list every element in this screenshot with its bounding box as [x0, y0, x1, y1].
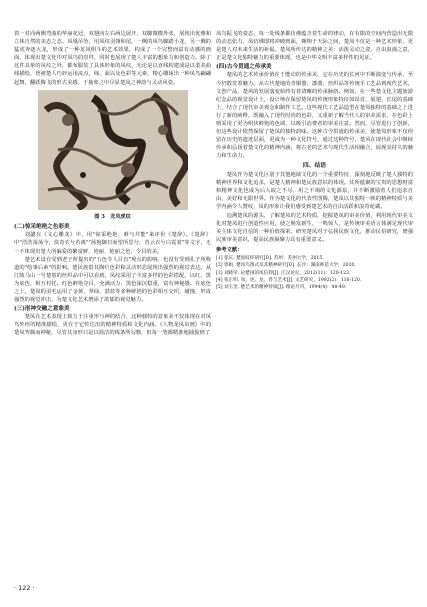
reference-item: [2] 郭娟. 楚风鸟图式及其精神研究[D]. 长沙：湖南师范大学，2020. — [216, 263, 356, 269]
reference-item: [3] 刘晓荣. 论楚国的凤信仰[J]. 江汉论坛，2012(11)：120-123. — [216, 270, 351, 276]
references — [216, 247, 413, 291]
reference-item: [5] 刘玉堂. 楚艺术的精神特质[J]. 理论月刊，1994(4)：48-49. — [216, 284, 347, 290]
figure — [14, 90, 211, 221]
references-title: 参考文献： — [216, 246, 243, 253]
page-number: · 122 · — [14, 584, 35, 592]
section-heading: (四)古今贯通之传承美 — [216, 63, 272, 70]
right-column — [216, 30, 413, 291]
left-column — [14, 30, 211, 338]
paragraph: 凤鸟振飞的姿态，每一处线条都仿佛蕴含着生命的律动，在有限的空间内营造出无限的动态张力，凤仿佛即将冲破画面，翱翔于天际之间。楚凤不仅是一种艺术形象，更是楚人对未来生活的祈福。楚凤所传达的精神之美：活泼灵动之姿，自由浪漫之意，正是楚文化独特魅力的重要体现，也是中华文明丰富多样性的见证。 — [216, 31, 413, 62]
paragraph: 楚凤在艺术表现上致力于注重形与神的结合，这种独特的意象美不仅体现在对凤鸟外形的精准描绘，更在于它传达出的精神特质和文化内涵。《人物龙凤帛画》中的楚凤驾腾而神秘，尽管其身形只是以简洁的线条所勾勒，但每一笔都精准地捕捉到了 — [14, 314, 211, 337]
section-heading: (三)形神交融之意象美 — [14, 305, 70, 312]
reference-item: [1] 张庆. 楚国纹样研究[D]. 苏州：苏州大学，2015. — [216, 256, 324, 262]
paragraph: 刘勰在《文心雕龙》中，用"惊采绝艳，难与并能"来评价《楚辞》。《楚辞》中"浩浩荡荡今，佚奇衣兮若离""扬袍御日而望所思兮，青云衣兮白霓裳"等文字，无一不体现出楚人所偏爱的繁富鲜、艳丽、艳丽之色，令目的美。 — [14, 232, 211, 255]
section-heading: 四、结语 — [302, 162, 327, 169]
paragraph: 着一对向两侧弯曲的华丽花冠，双翅向左右两边展开，双脚微微外张，展现出优雅和立体自然的美态之态。凤凰吊坠，用凤纹羽翎和尾，一侧的凤鸟脚踏小龙，另一侧的猛虎奔逐大龙，形成了一种龙凤相斗的艺术效果，构成了一个完整而富有动感的画面，体现出楚文化中对凤鸟的崇拜，同时也展现了楚人丰富的想象力和创造力。除了这件具象的凤纹之外，都布服装了具体形象的凤纹，无论是以直线构建成是以柔美曲线描绘，皆被楚人巧妙运用流点，线，面以及色彩等元素，精心雕琢出一种凤鸟翩翩起舞，翻跃腾飞的形式美感，于抽象之中尽显楚凤之神韵与灵动风姿。 — [14, 31, 211, 86]
dragon-phoenix-tiger-pattern-image — [38, 90, 188, 210]
paragraph: 楚艺术设在受到老子所提出的"五色令人目盲"观点的影响，也没有受到孔子所称道的"绘事后素"的影响。楚民族借其陶烂色彩和灵动形态展现出强烈的视觉表达。从江陵马山一号楚墓的丝织品中可以看到，凤纹采用了丰富多样的色彩搭配，以红、黑为底色，相互衬托。红色鲜艳夺目，充满活力；黑色深沉稳重，富有神秘感。在底色之上，楚凤的羽毛运用了金黄、翠绿、湛蓝等多种鲜艳的色彩相互交织，碰撞，形成强烈的视觉冲击，为楚文化艺术增添了浓郁的视觉魅力。 — [14, 256, 211, 304]
section-heading: (二)惊采绝艳之色彩美 — [14, 223, 70, 230]
paragraph: 追溯楚凤的源头，了解楚凤的艺术特质，挖掘楚凤的审美价值，利用现代审美文化对楚凤进行创造性应用，使之焕发新生，一鸣惊人，是传统审美语言体满足现代审美主体文化自信的一种价值探索。研究楚凤对于弘扬民族文化，推动民俗研究，增强民族审美意识，提高民族凝聚力具有重要意义。 — [216, 212, 413, 243]
paragraph: 楚凤的艺术传承价值在于能动的传承美，它在历史的长河中不断演变与传承，至今仍散发着魅力。从古代楚地的青铜器，漆器，丝织品等传统手工艺品到现代艺术，文创产品，楚风的发展演变始终有着清晰的传承脉络。例如，在一些楚文化主题旅游纪念品的视觉设计上，设计师在保留楚凤的传统形象特征如昂首，展翅，长尾的基础上，结合了现代审美观念和制作工艺。这些现代工艺品造型在楚凤独特的基础之上进行了新的阐释，既融入了现代时尚的色彩，又重新了解当代人的审美需求，在色彩上则采用了更为明快鲜艳的色调，以吸引消费者的审美注意。然而，尽管进行了创新，但这些设计依然保留了楚凤的独特韵味。这种古今贯通的传承美，使楚凤形象不仅停留在历史的遗迹层面，更成为一种文化符号，通过这种符号，楚风在现代社会中继续传承和弘扬着楚文化的精神内涵，将古老的艺术与现代生活相融合，展现其持久的魅力和生命力。 — [216, 72, 413, 160]
reference-item: [4] 张正明. 凤、虎、龙、兽与艺术[J]. 文艺研究，1992(2)：110-120. — [216, 277, 362, 283]
figure-caption: 图 3 龙凤虎纹 — [94, 213, 131, 220]
paragraph: 楚凤作为楚文化区别于其他地域文化的一个重要特征，深刻地反映了楚人独特的精神世界和文化追求，是楚人精神和楚民族意识的体现。其所蕴聚的宝贵的思想财富和精神文化也成为后人取之不尽，用之不竭的文化源泉，并不断激励着人们追求自由，美好和无限世界。作为楚文化的代表性图腾，楚凤以其独特一帜的精神特质与美学内涵令人赞叹，凤的形象让我们感受到楚艺术的自由活跃和浪奇诡谲。 — [216, 172, 413, 211]
